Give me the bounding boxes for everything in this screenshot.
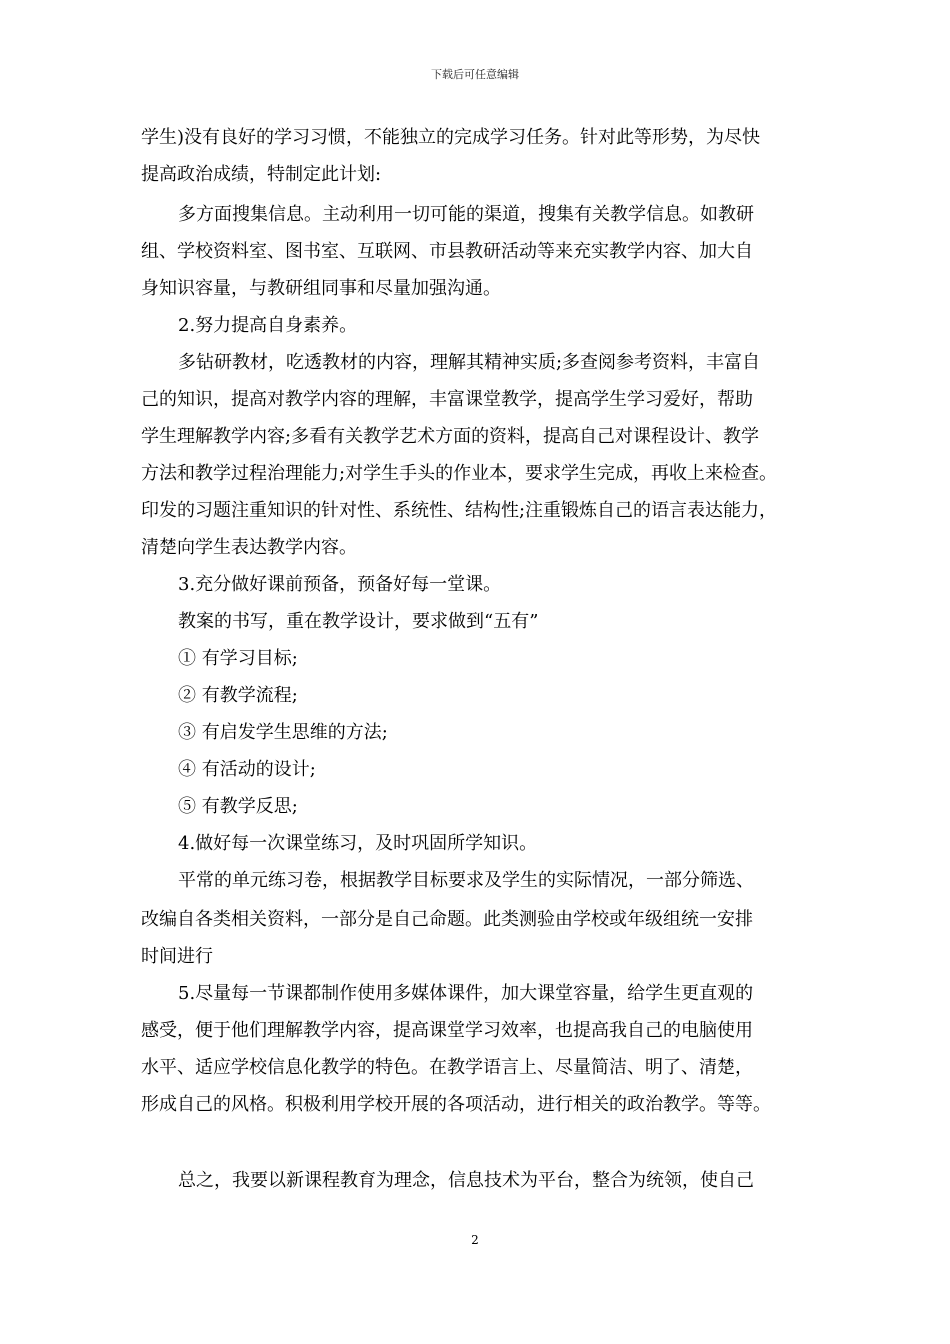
body-line: 平常的单元练习卷，根据教学目标要求及学生的实际情况，一部分筛选、 — [178, 870, 754, 891]
body-line: 2.努力提高自身素养。 — [178, 315, 358, 336]
page-number: 2 — [471, 1233, 479, 1247]
body-line: 3.充分做好课前预备，预备好每一堂课。 — [178, 574, 502, 595]
body-line: 总之，我要以新课程教育为理念，信息技术为平台，整合为统领，使自己 — [178, 1170, 754, 1191]
body-line: 感受，便于他们理解教学内容，提高课堂学习效率，也提高我自己的电脑使用 — [141, 1020, 753, 1041]
list-item: ① 有学习目标; — [178, 648, 298, 669]
list-item: ② 有教学流程; — [178, 685, 298, 706]
body-line: 多方面搜集信息。主动利用一切可能的渠道，搜集有关教学信息。如教研 — [178, 204, 754, 225]
body-line: 时间进行 — [141, 946, 213, 967]
body-line: 组、学校资料室、图书室、互联网、市县教研活动等来充实教学内容、加大自 — [141, 241, 753, 262]
body-line: 己的知识，提高对教学内容的理解，丰富课堂教学，提高学生学习爱好，帮助 — [141, 389, 753, 410]
body-line: 4.做好每一次课堂练习，及时巩固所学知识。 — [178, 833, 538, 854]
body-line: 形成自己的风格。积极利用学校开展的各项活动，进行相关的政治教学。等等。 — [141, 1094, 771, 1115]
list-item: ④ 有活动的设计; — [178, 759, 316, 780]
list-item: ⑤ 有教学反思; — [178, 796, 298, 817]
body-line: 教案的书写，重在教学设计，要求做到“五有” — [178, 611, 539, 632]
body-line: 改编自各类相关资料，一部分是自己命题。此类测验由学校或年级组统一安排 — [141, 909, 753, 930]
body-line: 清楚向学生表达教学内容。 — [141, 537, 357, 558]
body-line: 学生)没有良好的学习习惯，不能独立的完成学习任务。针对此等形势，为尽快 — [141, 127, 761, 148]
body-line: 多钻研教材，吃透教材的内容，理解其精神实质;多查阅参考资料，丰富自 — [178, 352, 761, 373]
body-line: 身知识容量，与教研组同事和尽量加强沟通。 — [141, 278, 501, 299]
body-line: 提高政治成绩，特制定此计划: — [141, 164, 382, 185]
body-line: 方法和教学过程治理能力;对学生手头的作业本，要求学生完成，再收上来检查。 — [141, 463, 778, 484]
page-header: 下载后可任意编辑 — [431, 68, 519, 81]
body-line: 学生理解教学内容;多看有关教学艺术方面的资料，提高自己对课程设计、教学 — [141, 426, 760, 447]
list-item: ③ 有启发学生思维的方法; — [178, 722, 388, 743]
body-line: 水平、适应学校信息化教学的特色。在教学语言上、尽量简洁、明了、清楚， — [141, 1057, 753, 1078]
body-line: 5.尽量每一节课都制作使用多媒体课件，加大课堂容量，给学生更直观的 — [178, 983, 754, 1004]
body-line: 印发的习题注重知识的针对性、系统性、结构性;注重锻炼自己的语言表达能力， — [141, 500, 778, 521]
